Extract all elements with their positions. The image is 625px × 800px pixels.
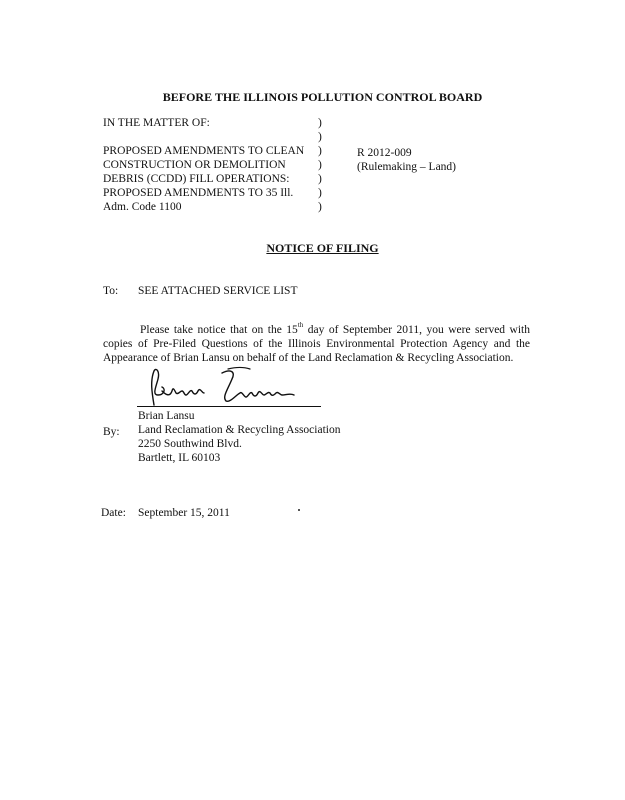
signer-name: Brian Lansu	[138, 410, 195, 422]
ordinal-suffix: th	[297, 321, 304, 330]
signer-city: Bartlett, IL 60103	[138, 452, 221, 464]
notice-body-rest: day of September 2011, you were served with copies of Pre-Filed Questions of the Illinois Environmental Protection Agency and the Appearance of Brian Lansu on behalf of the Land Reclamation & Recycling Association.	[103, 324, 530, 364]
board-title: BEFORE THE ILLINOIS POLLUTION CONTROL BOARD	[162, 90, 483, 104]
notice-body	[103, 323, 530, 365]
to-recipient: SEE ATTACHED SERVICE LIST	[138, 285, 298, 297]
signature-line	[137, 406, 321, 407]
caption-line-6: PROPOSED AMENDMENTS TO 35 Ill.	[103, 187, 294, 199]
scan-speck	[298, 509, 300, 511]
caption-line-1: IN THE MATTER OF:	[103, 117, 210, 129]
notice-heading: NOTICE OF FILING	[266, 241, 379, 255]
rulemaking-type: (Rulemaking – Land)	[357, 161, 457, 173]
date-value: September 15, 2011	[138, 507, 230, 519]
to-label: To:	[103, 285, 119, 297]
caption-paren: )	[318, 131, 322, 143]
caption-paren: )	[318, 187, 322, 199]
caption-line-7: Adm. Code 1100	[103, 201, 182, 213]
signer-street: 2250 Southwind Blvd.	[138, 438, 242, 450]
by-label: By:	[103, 426, 120, 438]
caption-line-4: CONSTRUCTION OR DEMOLITION	[103, 159, 286, 171]
caption-line-3: PROPOSED AMENDMENTS TO CLEAN	[103, 145, 305, 157]
date-label: Date:	[101, 507, 126, 519]
docket-number: R 2012-009	[357, 147, 412, 159]
signer-organization: Land Reclamation & Recycling Association	[138, 424, 341, 436]
handwritten-signature	[140, 365, 320, 409]
caption-line-5: DEBRIS (CCDD) FILL OPERATIONS:	[103, 173, 290, 185]
caption-paren: )	[318, 159, 322, 171]
caption-paren: )	[318, 201, 322, 213]
caption-paren: )	[318, 145, 322, 157]
notice-body-start: Please take notice that on the 15	[140, 324, 298, 336]
caption-paren: )	[318, 117, 322, 129]
caption-paren: )	[318, 173, 322, 185]
